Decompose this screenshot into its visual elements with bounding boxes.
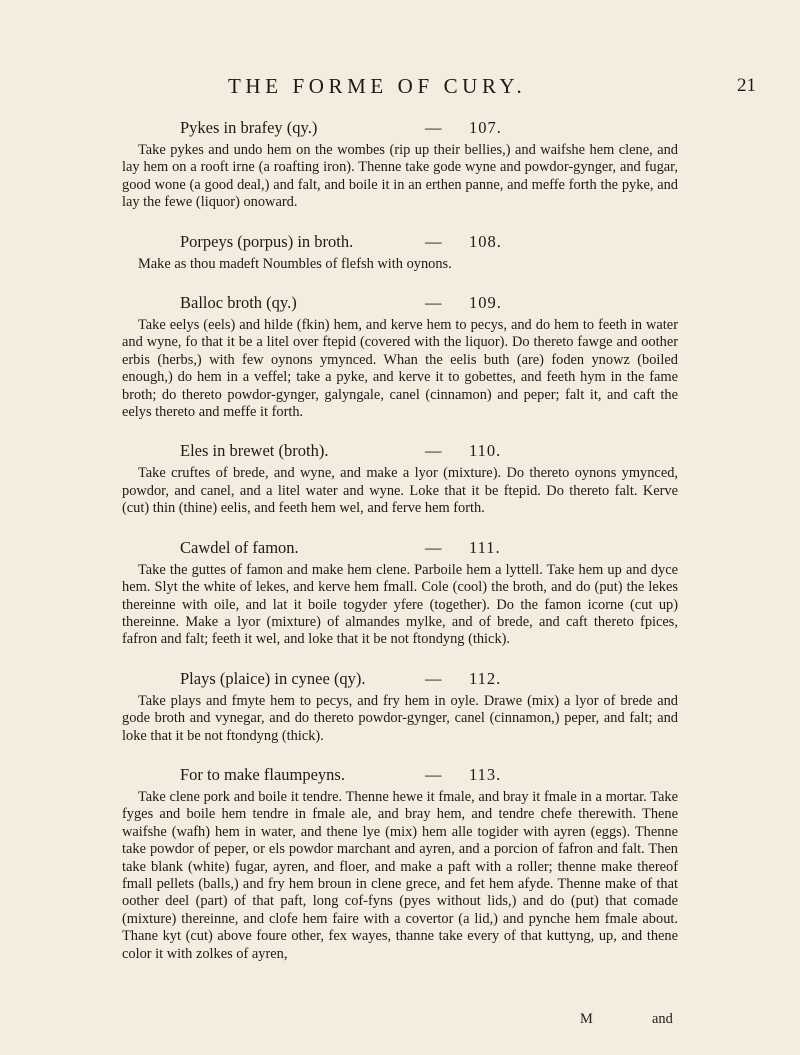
recipe-heading <box>180 231 678 252</box>
recipe-108 <box>122 231 678 273</box>
running-title: THE FORME OF CURY. <box>228 74 527 98</box>
recipe-dash: — <box>425 293 442 313</box>
recipe-dash: — <box>425 118 442 137</box>
recipe-text: Take plays and fmyte hem to pecys, and fry hem in oyle. Drawe (mix) a lyor of brede and gode broth and vynegar, and do thereto powdor-gynger, canel (cinnamon,) peper, and falt; and loke that it be not ftondyng (thick). <box>122 692 678 744</box>
recipe-dash: — <box>425 764 442 784</box>
recipe-113 <box>122 764 678 963</box>
recipe-heading <box>180 764 678 785</box>
recipe-heading <box>180 292 678 313</box>
recipe-text: Take pykes and undo hem on the wombes (rip up their bellies,) and waifshe hem clene, and lay hem on a rooft irne (a roafting iron). Thenne take gode wyne and powdor-gynger, and fugar, good wone (a good deal,) and falt, and boile it in an erthen panne, and meffe forth the pyke, and lay the fewe (liquor) onoward. <box>122 142 678 211</box>
recipe-title: Cawdel of famon. <box>180 537 299 557</box>
recipe-text: Take clene pork and boile it tendre. Thenne hewe it fmale, and bray it fmale in a mortar. Take fyges and boile hem tendre in fmale ale, and bray hem, and tendre chefe therewith. Thene waifshe (wafh) hem in water, and thene lye (mix) hem alle togider with ayren (eggs). Thenne take powdor of peper, or els powdor marchant and ayren, and a porcion of fafron and falt. Then take blank (white) fugar, ayren, and floer, and make a paft with a roller; thenne make thereof fmall pellets (balls,) and fry hem broun in clene grece, and fet hem afyde. Thenne make of that oother deel (part) of that paft, long cof-fyns (pyes without lids,) and do (put) that comade (mixture) thereinne, and clofe hem faire with a covertor (a lid,) and pynche hem fmale about. Thane kyt (cut) above foure other, fex wayes, thanne take every of that kuttyng, up, and thene color it with zolkes of ayren, <box>122 788 678 962</box>
recipe-number: 110. <box>469 441 502 461</box>
recipe-number: 108. <box>469 231 502 251</box>
recipe-dash: — <box>425 441 442 461</box>
recipe-dash: — <box>425 537 442 557</box>
catchword: and <box>652 1011 673 1027</box>
signature-mark: M <box>580 1011 593 1027</box>
recipe-title: For to make flaumpeyns. <box>180 764 345 784</box>
recipe-number: 109. <box>469 293 502 313</box>
recipe-number: 112. <box>469 668 502 688</box>
recipe-heading <box>180 117 678 138</box>
recipe-dash: — <box>425 668 442 688</box>
recipe-number: 113. <box>469 764 502 784</box>
recipe-dash: — <box>425 231 442 251</box>
recipe-title: Porpeys (porpus) in broth. <box>180 231 354 251</box>
recipe-text: Take cruftes of brede, and wyne, and make a lyor (mixture). Do thereto oynons ymynced, powdor, and canel, and a litel water and wyne. Loke that it be ftepid. Do thereto falt. Kerve (cut) thin (thine) eelis, and feeth hem wel, and ferve hem forth. <box>122 465 678 517</box>
recipe-111 <box>122 537 678 649</box>
recipe-107 <box>122 117 678 212</box>
running-head <box>0 74 800 100</box>
page-number: 21 <box>737 75 756 96</box>
recipe-number: 107. <box>469 118 502 137</box>
recipe-title: Plays (plaice) in cynee (qy). <box>180 668 366 688</box>
recipe-110 <box>122 440 678 517</box>
recipe-heading <box>180 537 678 558</box>
recipe-text: Take eelys (eels) and hilde (fkin) hem, and kerve hem to pecys, and do hem to feeth in water and wyne, fo that it be a litel over ftepid (covered with the liquor). Do thereto fawge and oother erbis (herbs,) with few oynons ymynced. Whan the eelis buth (are) foden ynowz (boiled enough,) do hem in a veffel; take a pyke, and kerve it to gobettes, and feeth hym in the fame broth; do thereto powdor-gynger, galyngale, canel (cinnamon) and peper; falt it, and caft the eelys thereto and meffe it forth. <box>122 317 678 421</box>
recipe-112 <box>122 668 678 745</box>
page-body <box>122 117 678 963</box>
recipe-title: Balloc broth (qy.) <box>180 293 297 313</box>
recipe-109 <box>122 292 678 421</box>
recipe-heading <box>180 440 678 461</box>
recipe-title: Eles in brewet (broth). <box>180 441 329 461</box>
recipe-number: 111. <box>469 537 501 557</box>
recipe-title: Pykes in brafey (qy.) <box>180 118 318 137</box>
recipe-heading <box>180 668 678 689</box>
recipe-text: Make as thou madeft Noumbles of flefsh with oynons. <box>138 255 452 272</box>
recipe-text: Take the guttes of famon and make hem clene. Parboile hem a lyttell. Take hem up and dyce hem. Slyt the white of lekes, and kerve hem fmall. Cole (cool) the broth, and do (put) the lekes thereinne with oile, and lat it boile togyder yfere (together). Do the famon icorne (cut up) thereinne. Make a lyor (mixture) of almandes mylke, and of brede, and caft thereto fpices, fafron and falt; feeth it wel, and loke that it be not ftondyng (thick). <box>122 561 678 648</box>
